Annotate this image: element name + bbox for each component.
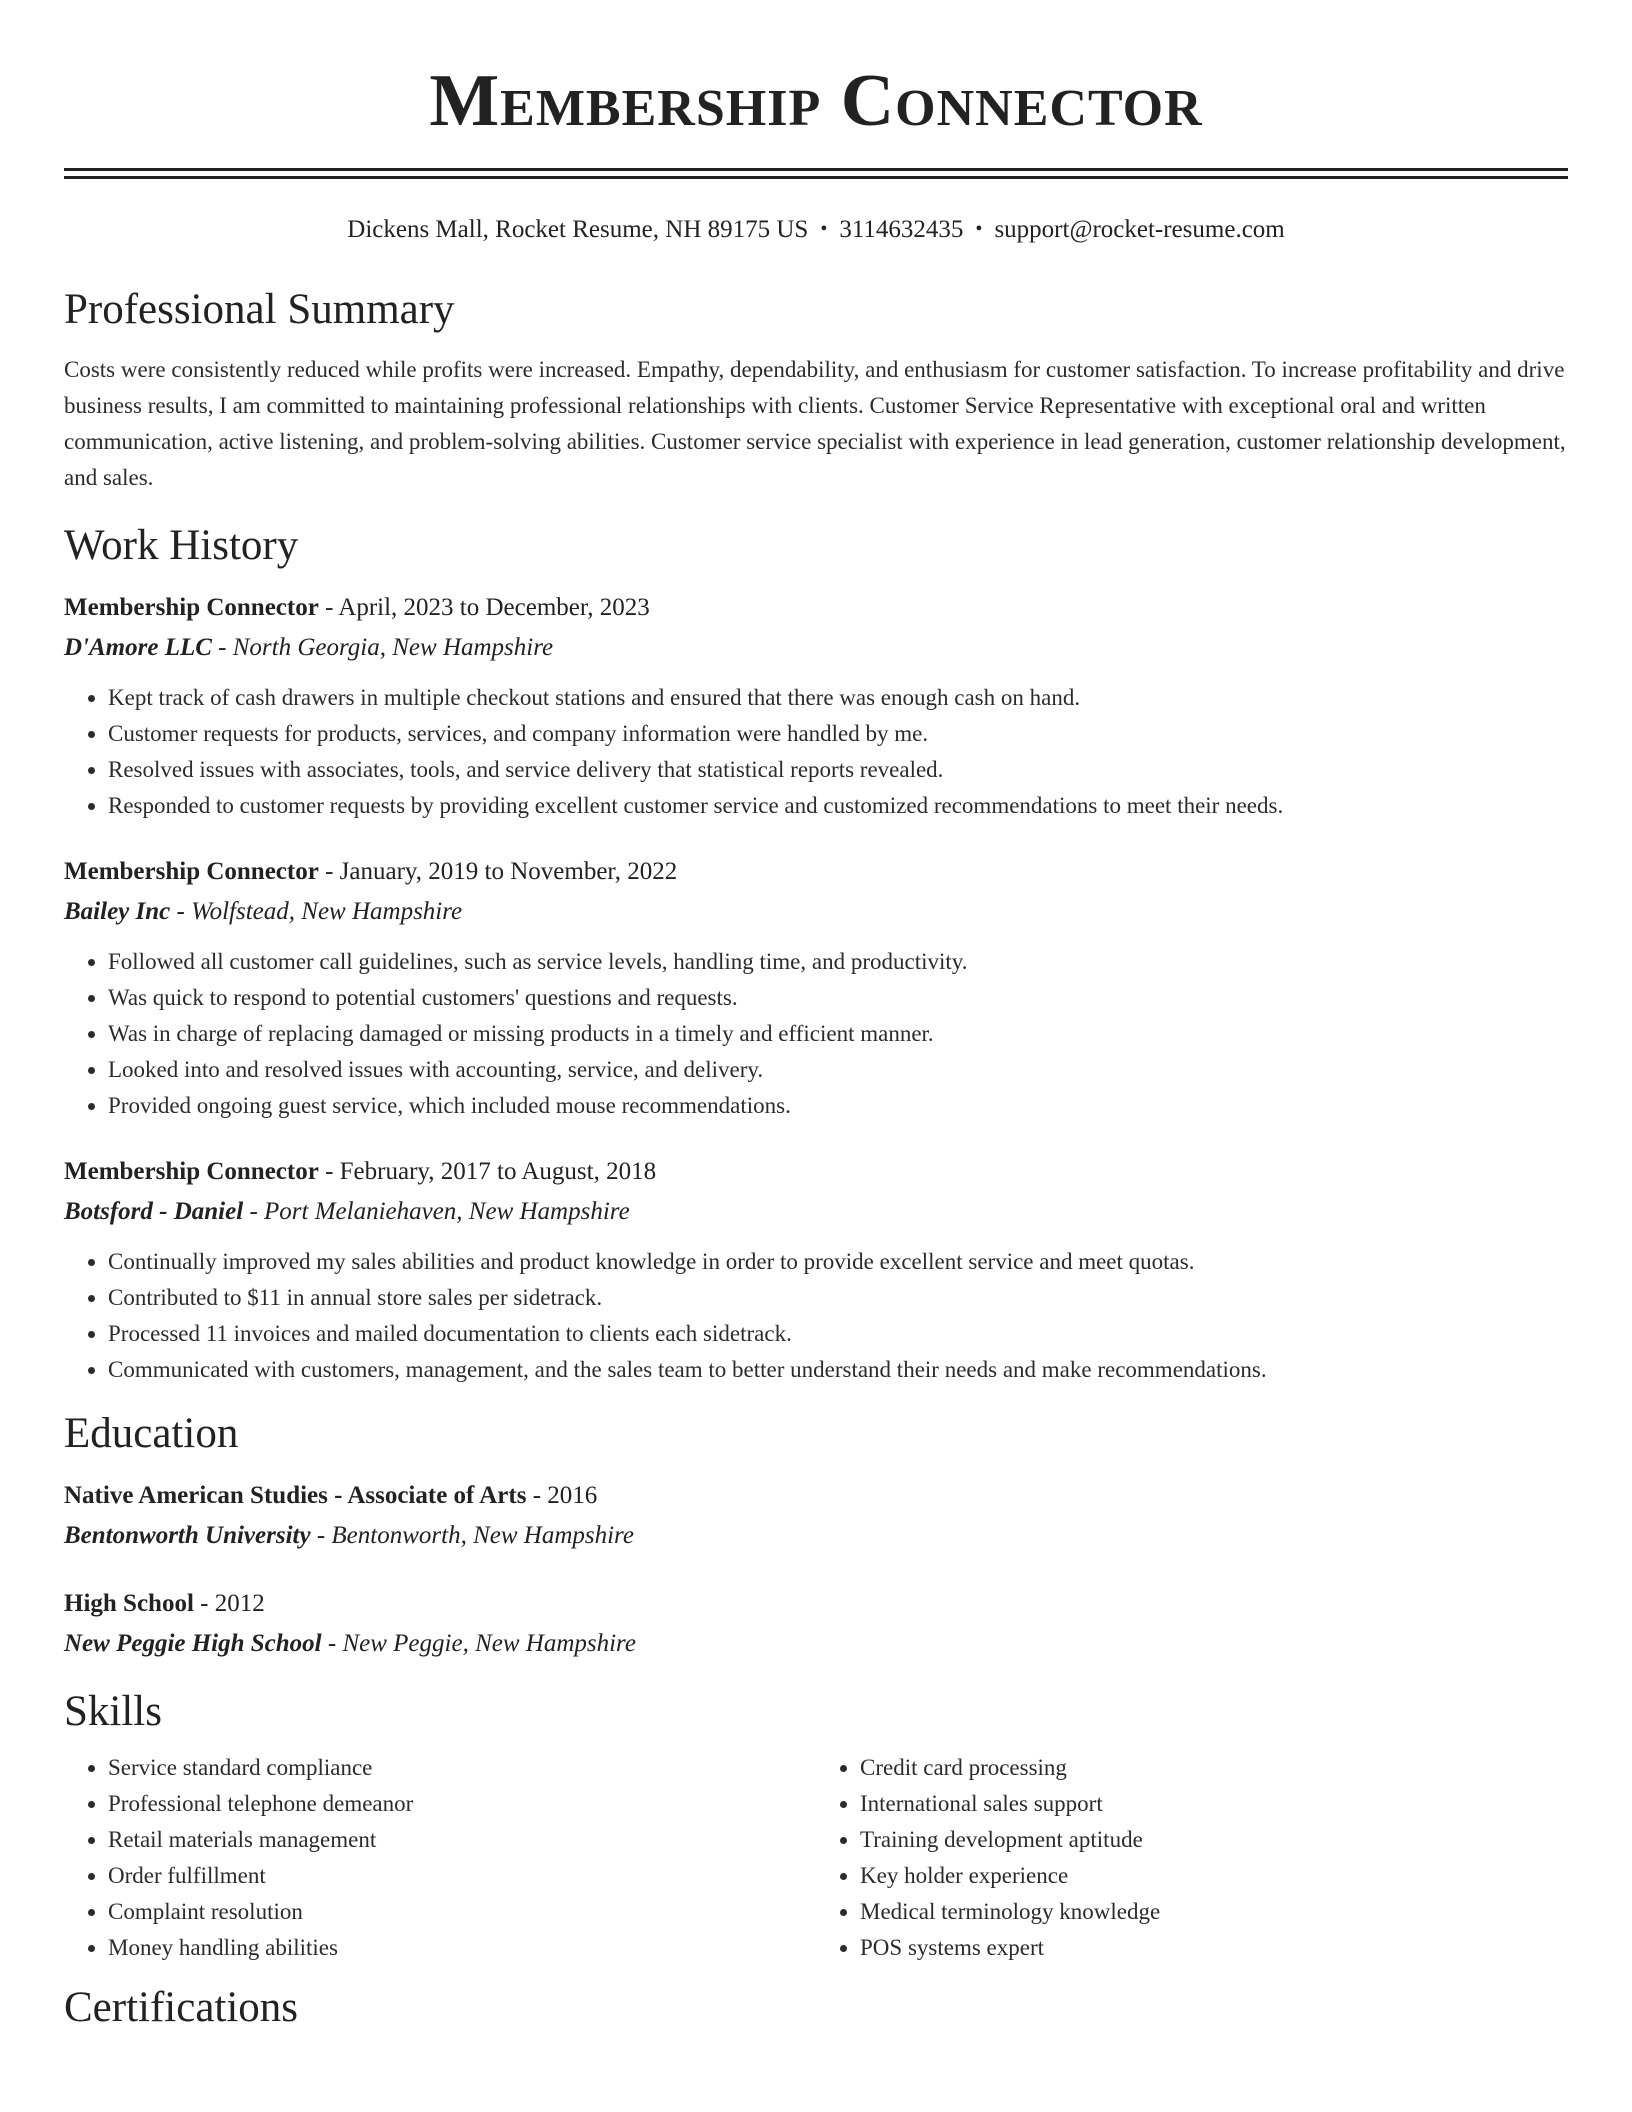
education-entry — [64, 1584, 1568, 1664]
job-bullet: • Processed 11 invoices and mailed documentation to clients each sidetrack. — [108, 1316, 1568, 1352]
job-bullets — [64, 1244, 1568, 1388]
header-double-rule — [64, 168, 1568, 179]
job-bullet: • Responded to customer requests by providing excellent customer service and customized recommendations to meet their needs. — [108, 788, 1568, 824]
contact-email: support@rocket-resume.com — [994, 216, 1285, 243]
contact-phone: 3114632435 — [839, 216, 964, 243]
job-location: - Port Melaniehaven, New Hampshire — [243, 1198, 630, 1225]
contact-separator: • — [820, 218, 828, 240]
job-bullet: • Resolved issues with associates, tools, and service delivery that statistical reports revealed. — [108, 752, 1568, 788]
contact-separator: • — [975, 218, 983, 240]
job-bullet: • Communicated with customers, management, and the sales team to better understand their needs and make recommendations. — [108, 1352, 1568, 1388]
degree-name: Native American Studies - Associate of Arts — [64, 1482, 527, 1509]
job-dates: - January, 2019 to November, 2022 — [318, 858, 678, 885]
job-bullet: • Followed all customer call guidelines, such as service levels, handling time, and productivity. — [108, 944, 1568, 980]
skill-item: • Money handling abilities — [108, 1930, 816, 1966]
candidate-name: Membership Connector — [429, 60, 1203, 142]
skills-heading: Skills — [64, 1688, 162, 1735]
work-history-heading: Work History — [64, 522, 299, 569]
summary-text: Costs were consistently reduced while profits were increased. Empathy, dependability, and enthusiasm for customer satisfaction. To increase profitability and drive business results, I am committed to maintaining professional relationships with clients. Customer Service Representative with exceptional oral and written communication, active listening, and problem-solving abilities. Customer service specialist with experience in lead generation, customer relationship development, and sales. — [64, 357, 1566, 490]
degree-name: High School — [64, 1590, 194, 1617]
job-dates: - April, 2023 to December, 2023 — [318, 594, 650, 621]
certifications-heading: Certifications — [64, 1984, 299, 2031]
job-company-line — [64, 1192, 1568, 1232]
school-location: - Bentonworth, New Hampshire — [310, 1522, 634, 1549]
job-bullet: • Continually improved my sales abilities and product knowledge in order to provide excellent service and meet quotas. — [108, 1244, 1568, 1280]
contact-line — [64, 213, 1568, 246]
education-entry — [64, 1476, 1568, 1556]
skills-grid — [64, 1750, 1568, 1966]
skill-item: • Credit card processing — [860, 1750, 1568, 1786]
job-title-line — [64, 588, 1568, 628]
skill-item: • Medical terminology knowledge — [860, 1894, 1568, 1930]
job-entry — [64, 852, 1568, 1124]
school-line — [64, 1516, 1568, 1556]
job-title-line — [64, 1152, 1568, 1192]
job-bullet: • Looked into and resolved issues with accounting, service, and delivery. — [108, 1052, 1568, 1088]
school-name: New Peggie High School — [64, 1630, 322, 1657]
degree-year: - 2016 — [526, 1482, 598, 1509]
job-company-line — [64, 892, 1568, 932]
job-entry — [64, 1152, 1568, 1388]
skill-item: • Retail materials management — [108, 1822, 816, 1858]
job-bullet: • Was in charge of replacing damaged or missing products in a timely and efficient manner. — [108, 1016, 1568, 1052]
degree-line — [64, 1584, 1568, 1624]
school-line — [64, 1624, 1568, 1664]
summary-heading: Professional Summary — [64, 286, 455, 333]
job-dates: - February, 2017 to August, 2018 — [318, 1158, 657, 1185]
degree-line — [64, 1476, 1568, 1516]
job-company-line — [64, 628, 1568, 668]
skill-item: • Complaint resolution — [108, 1894, 816, 1930]
job-bullets — [64, 944, 1568, 1124]
job-bullet: • Contributed to $11 in annual store sales per sidetrack. — [108, 1280, 1568, 1316]
job-bullet: • Provided ongoing guest service, which included mouse recommendations. — [108, 1088, 1568, 1124]
skill-item: • Key holder experience — [860, 1858, 1568, 1894]
skill-item: • Professional telephone demeanor — [108, 1786, 816, 1822]
job-location: - Wolfstead, New Hampshire — [170, 898, 463, 925]
skills-column-left — [64, 1750, 816, 1966]
job-bullet: • Kept track of cash drawers in multiple checkout stations and ensured that there was enough cash on hand. — [108, 680, 1568, 716]
job-bullet: • Customer requests for products, services, and company information were handled by me. — [108, 716, 1568, 752]
job-location: - North Georgia, New Hampshire — [211, 634, 554, 661]
school-location: - New Peggie, New Hampshire — [321, 1630, 636, 1657]
job-title-line — [64, 852, 1568, 892]
skills-column-right — [816, 1750, 1568, 1966]
education-heading: Education — [64, 1410, 239, 1457]
job-role: Membership Connector — [64, 1158, 319, 1185]
job-role: Membership Connector — [64, 594, 319, 621]
job-role: Membership Connector — [64, 858, 319, 885]
skill-item: • Service standard compliance — [108, 1750, 816, 1786]
job-company: D'Amore LLC — [64, 634, 212, 661]
job-company: Bailey Inc — [64, 898, 171, 925]
skill-item: • Training development aptitude — [860, 1822, 1568, 1858]
school-name: Bentonworth University — [64, 1522, 311, 1549]
degree-year: - 2012 — [193, 1590, 265, 1617]
job-bullets — [64, 680, 1568, 824]
skill-item: • POS systems expert — [860, 1930, 1568, 1966]
contact-address: Dickens Mall, Rocket Resume, NH 89175 US — [347, 216, 809, 243]
job-entry — [64, 588, 1568, 824]
job-company: Botsford - Daniel — [64, 1198, 244, 1225]
job-bullet: • Was quick to respond to potential customers' questions and requests. — [108, 980, 1568, 1016]
skill-item: • Order fulfillment — [108, 1858, 816, 1894]
skill-item: • International sales support — [860, 1786, 1568, 1822]
